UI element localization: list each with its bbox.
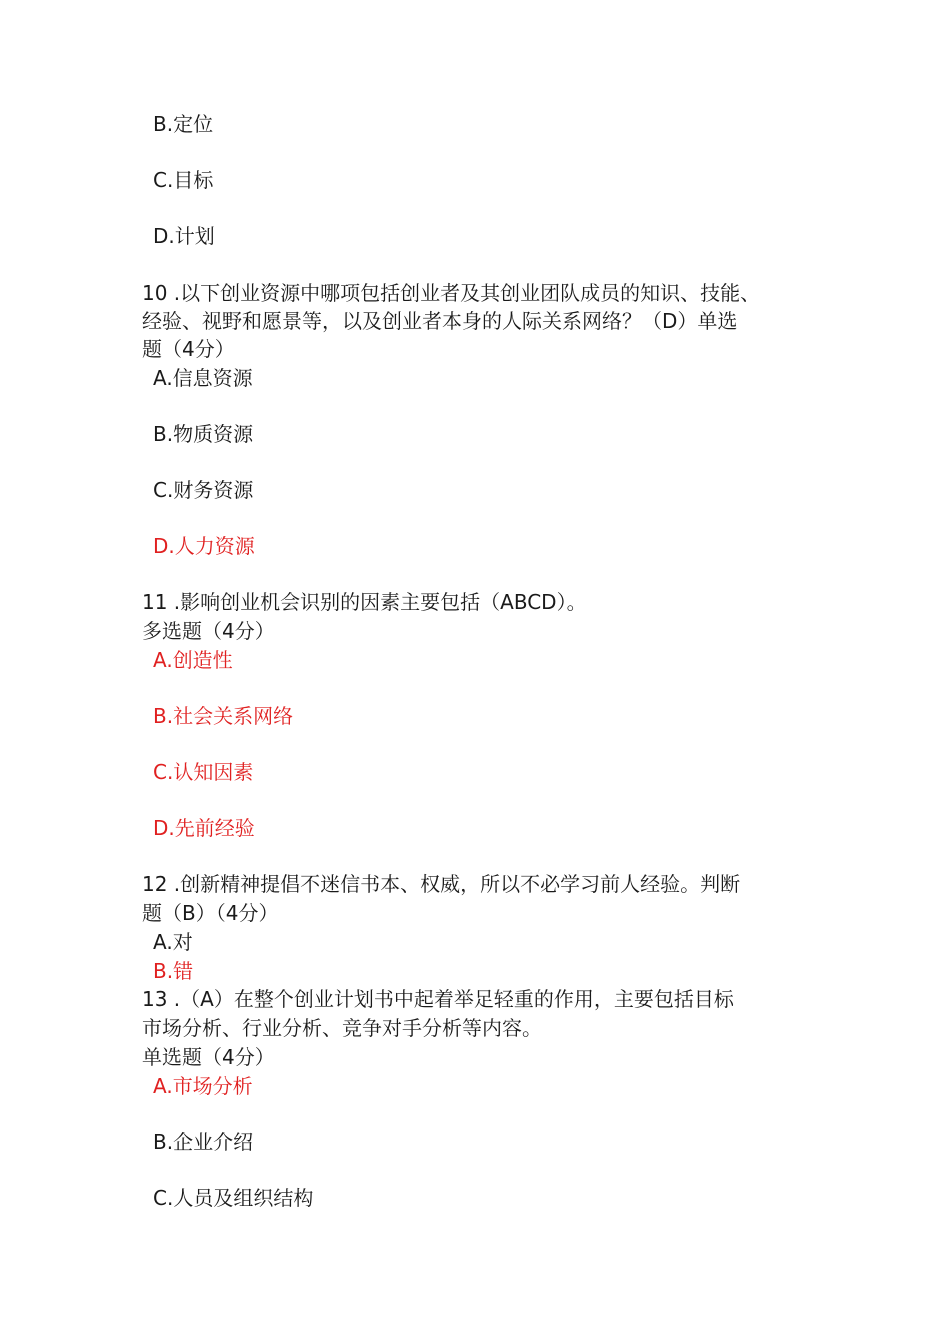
q10-text-line-2: 经验、视野和愿景等，以及创业者本身的人际关系网络？（D）单选 xyxy=(142,309,738,333)
q9-option-b: B.定位 xyxy=(153,112,214,136)
q10-option-c: C.财务资源 xyxy=(153,478,254,502)
q13-text-line-2: 市场分析、行业分析、竞争对手分析等内容。 xyxy=(142,1016,542,1040)
q10-option-b: B.物质资源 xyxy=(153,422,254,446)
q10-option-a: A.信息资源 xyxy=(153,366,253,390)
q13-text-line-3: 单选题（4分） xyxy=(142,1045,275,1069)
q11-text-line-1: 11 .影响创业机会识别的因素主要包括（ABCD）。 xyxy=(142,590,587,614)
q13-text-line-1: 13 .（A）在整个创业计划书中起着举足轻重的作用，主要包括目标 xyxy=(142,987,734,1011)
q13-option-a-answer: A.市场分析 xyxy=(153,1074,253,1098)
q12-option-b-answer: B.错 xyxy=(153,959,194,983)
q10-text-line-3: 题（4分） xyxy=(142,337,235,361)
q12-text-line-1: 12 .创新精神提倡不迷信书本、权威，所以不必学习前人经验。判断 xyxy=(142,872,741,896)
q12-text-line-2: 题（B）（4分） xyxy=(142,901,279,925)
q13-option-c: C.人员及组织结构 xyxy=(153,1186,314,1210)
q11-option-c-answer: C.认知因素 xyxy=(153,760,254,784)
q10-option-d-answer: D.人力资源 xyxy=(153,534,255,558)
q12-option-a: A.对 xyxy=(153,930,193,954)
q13-option-b: B.企业介绍 xyxy=(153,1130,254,1154)
q10-text-line-1: 10 .以下创业资源中哪项包括创业者及其创业团队成员的知识、技能、 xyxy=(142,281,761,305)
q11-option-b-answer: B.社会关系网络 xyxy=(153,704,294,728)
q9-option-d: D.计划 xyxy=(153,224,215,248)
q11-text-line-2: 多选题（4分） xyxy=(142,619,275,643)
q11-option-a-answer: A.创造性 xyxy=(153,648,233,672)
q11-option-d-answer: D.先前经验 xyxy=(153,816,255,840)
q9-option-c: C.目标 xyxy=(153,168,214,192)
